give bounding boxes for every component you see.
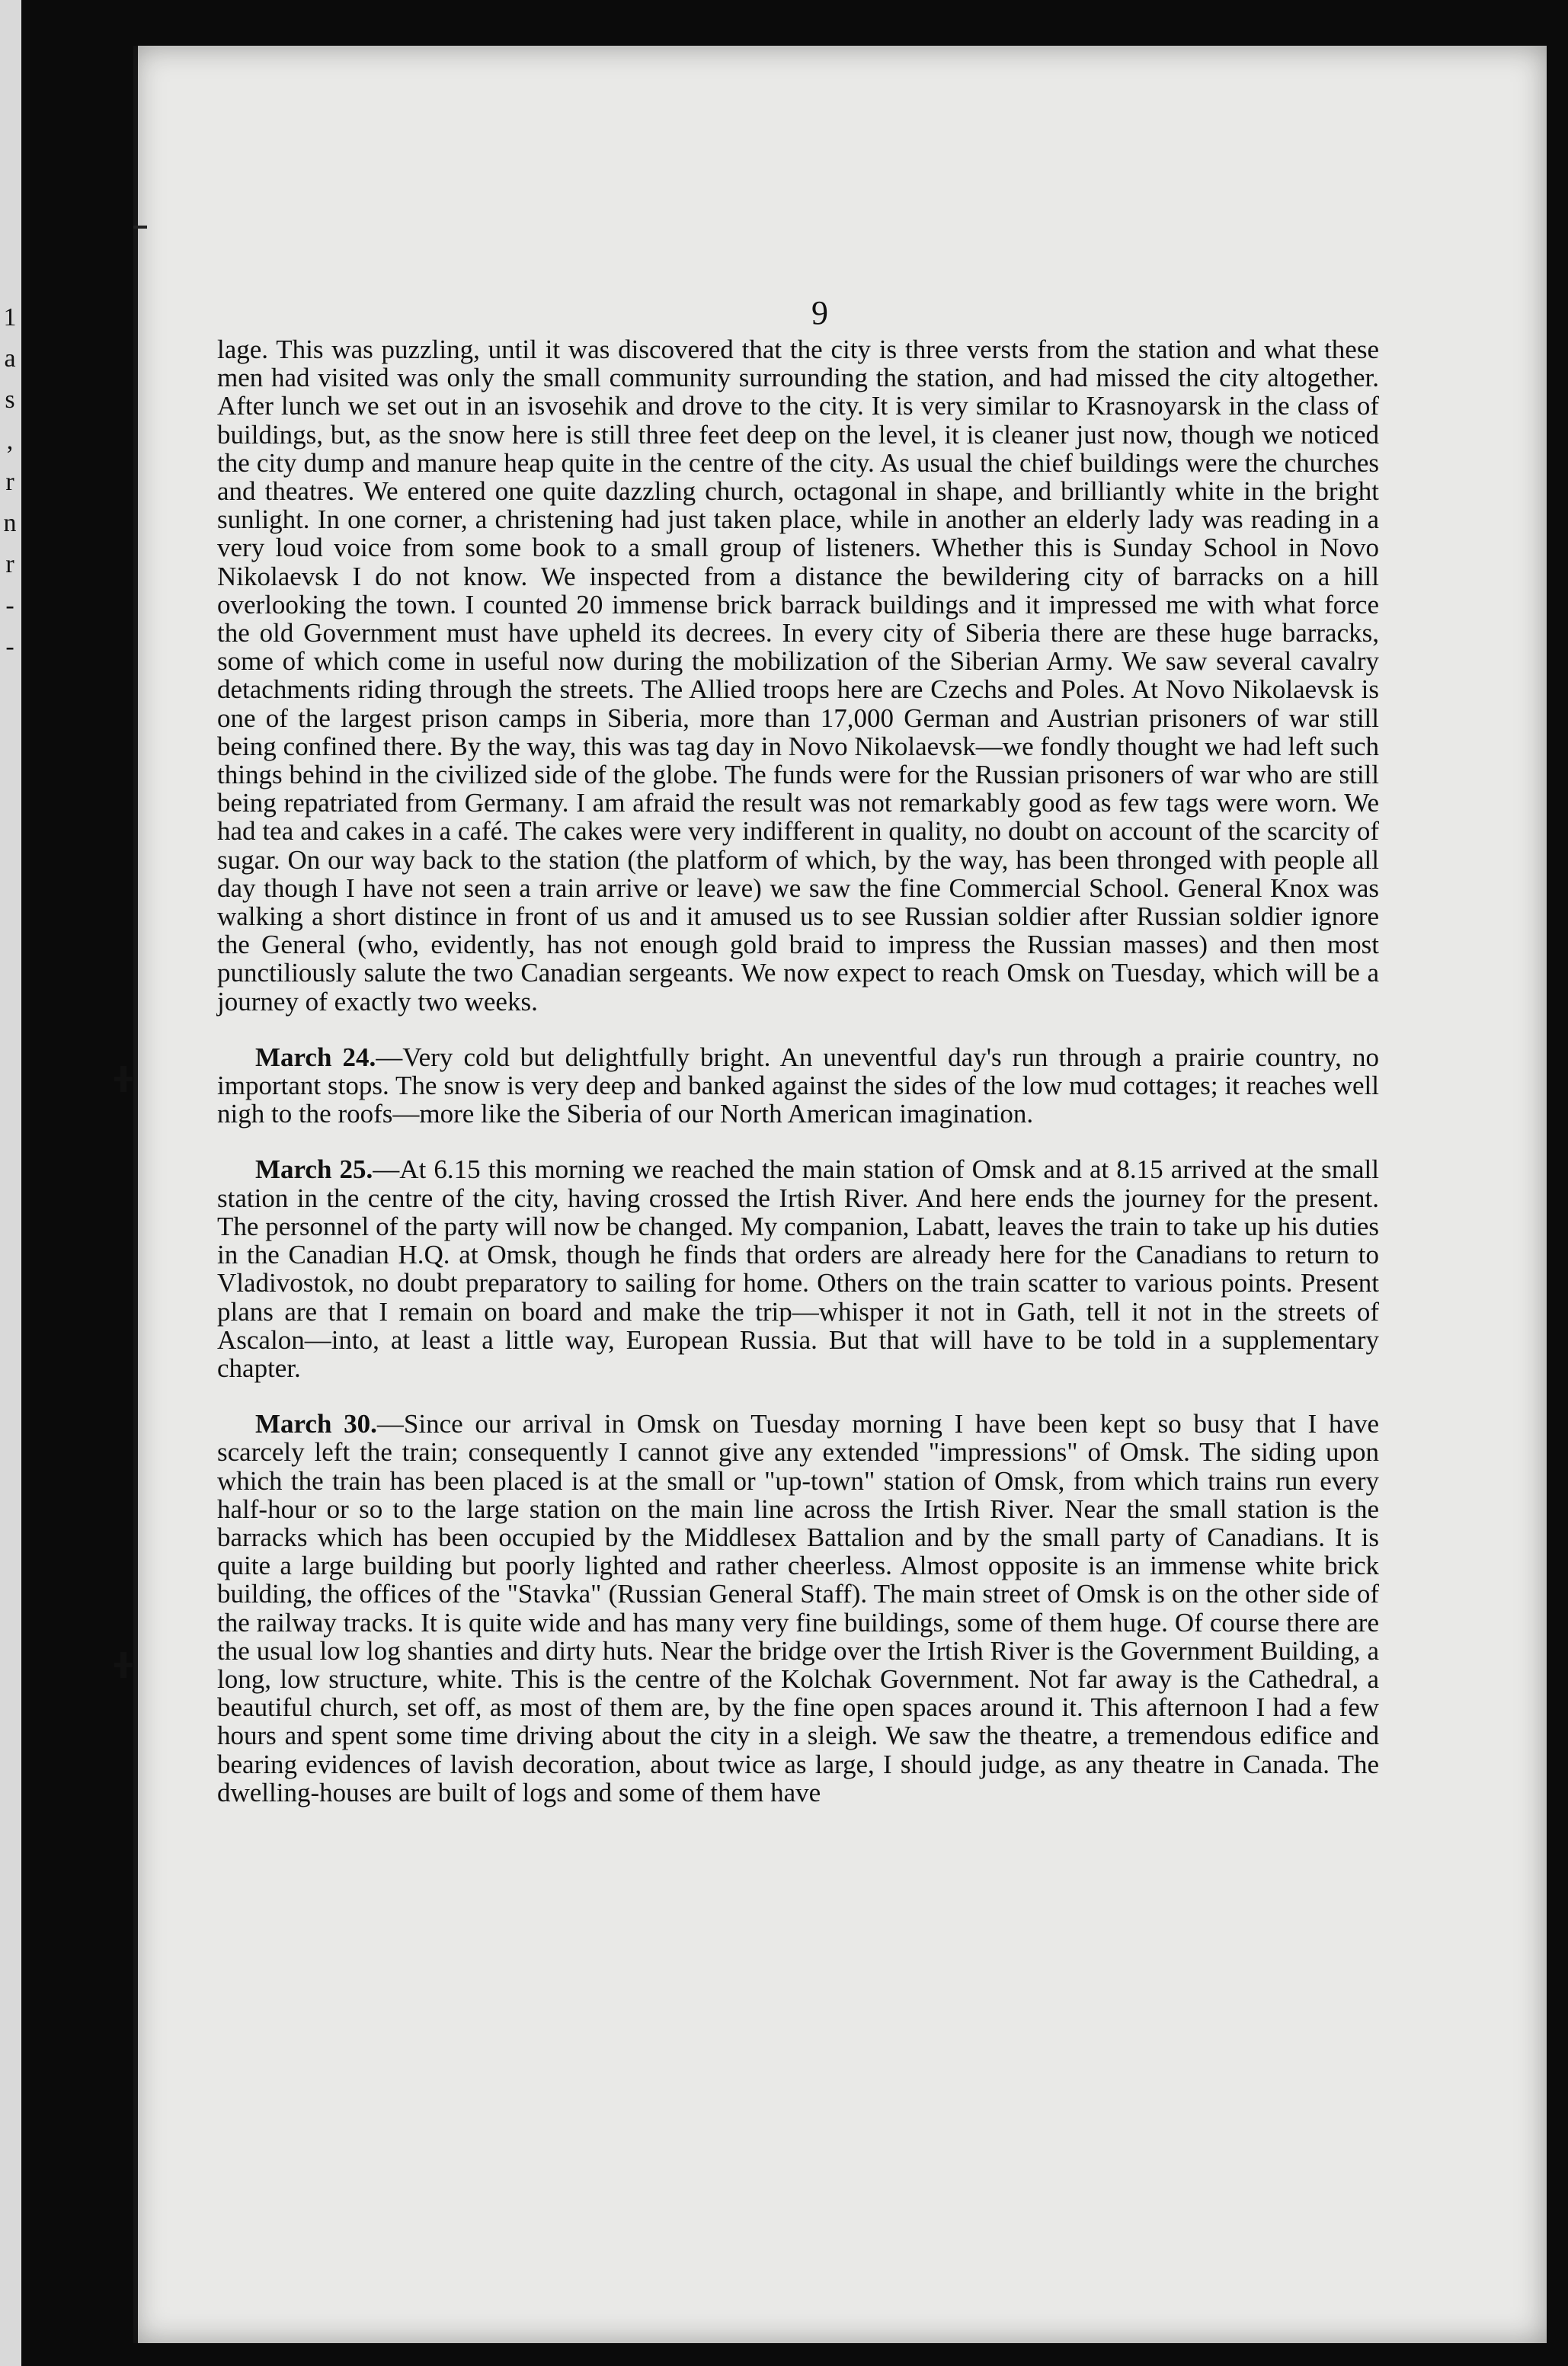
- entry-text: —Since our arrival in Omsk on Tuesday morning I have been kept so busy that I have scarcely left the train; consequently I cannot give any extended "impressions" of Omsk. The siding upon which the train has been placed is at the small or "up-town" station of Omsk, from which trains run every half-hour or so to the large station on the main line across the Irtish River. Near the small station is the barracks which has been occupied by the Middlesex Battalion and by the small party of Canadians. It is quite a large building but poorly lighted and rather cheerless. Almost opposite is an immense white brick building, the offices of the "Stavka" (Russian General Staff). The main street of Omsk is on the other side of the railway tracks. It is quite wide and has many very fine buildings, some of them huge. Of course there are the usual low log shanties and dirty huts. Near the bridge over the Irtish River is the Government Building, a long, low structure, white. This is the centre of the Kolchak Government. Not far away is the Cathedral, a beautiful church, set off, as most of them are, by the fine open spaces around it. This afternoon I had a few hours and spent some time driving about the city in a sleigh. We saw the theatre, a tremendous edifice and bearing evidences of lavish decoration, about twice as large, I should judge, as any theatre in Canada. The dwelling-houses are built of logs and some of them have: [217, 1409, 1379, 1807]
- page-number: 9: [811, 294, 828, 331]
- edge-letter: a: [4, 344, 16, 373]
- page-text: [217, 335, 1379, 1807]
- binding-mark: [114, 1077, 133, 1081]
- binding-mark: [114, 1663, 133, 1667]
- entry-text: —At 6.15 this morning we reached the main station of Omsk and at 8.15 arrived at the small station in the centre of the city, having crossed the Irtish River. And here ends the journey for the present. The personnel of the party will now be changed. My companion, Labatt, leaves the train to take up his duties in the Canadian H.Q. at Omsk, though he finds that orders are already here for the Canadians to return to Vladivostok, no doubt preparatory to sailing for home. Others on the train scatter to various points. Present plans are that I remain on board and make the trip—whisper it not in Gath, tell it not in the streets of Ascalon—into, at least a little way, European Russia. But that will have to be told in a supplementary chapter.: [217, 1154, 1379, 1383]
- entry-date: March 25.: [255, 1154, 373, 1185]
- diary-entry: [217, 1043, 1379, 1129]
- edge-letter: r: [5, 550, 14, 578]
- edge-letter: r: [5, 468, 14, 496]
- adjacent-page-letters: [0, 297, 20, 668]
- diary-entry: [217, 1410, 1379, 1807]
- paragraph-text: lage. This was puzzling, until it was discovered that the city is three versts from the station and what these men had visited was only the small community surrounding the station, and had missed the city altogether. After lunch we set out in an isvosehik and drove to the city. It is very similar to Krasnoyarsk in the class of buildings, but, as the snow here is still three feet deep on the level, it is cleaner just now, though we noticed the city dump and manure heap quite in the centre of the city. As usual the chief buildings were the churches and theatres. We entered one quite dazzling church, octagonal in shape, and brilliantly white in the bright sunlight. In one corner, a christening had just taken place, while in another an elderly lady was reading in a very loud voice from some book to a small group of listeners. Whether this is Sunday School in Novo Nikolaevsk I do not know. We inspected from a distance the bewildering city of barracks on a hill overlooking the town. I counted 20 immense brick barrack buildings and it impressed me with what force the old Government must have upheld its decrees. In every city of Siberia there are these huge barracks, some of which come in useful now during the mobilization of the Siberian Army. We saw several cavalry detachments riding through the streets. The Allied troops here are Czechs and Poles. At Novo Nikolaevsk is one of the largest prison camps in Siberia, more than 17,000 German and Austrian prisoners of war still being confined there. By the way, this was tag day in Novo Nikolaevsk—we fondly thought we had left such things behind in the civilized side of the globe. The funds were for the Russian prisoners of war who are still being repatriated from Germany. I am afraid the result was not remarkably good as few tags were worn. We had tea and cakes in a café. The cakes were very indifferent in quality, no doubt on account of the scarcity of sugar. On our way back to the station (the platform of which, by the way, has been thronged with people all day though I have not seen a train arrive or leave) we saw the fine Commercial School. General Knox was walking a short distince in front of us and it amused us to see Russian soldier after Russian soldier ignore the General (who, evidently, has not enough gold braid to impress the Russian masses) and then most punctiliously salute the two Canadian sergeants. We now expect to reach Omsk on Tuesday, which will be a journey of exactly two weeks.: [217, 335, 1379, 1017]
- edge-letter: -: [5, 632, 14, 661]
- entry-text: —Very cold but delightfully bright. An uneventful day's run through a prairie country, no important stops. The snow is very deep and banked against the sides of the low mud cottages; it reaches well nigh to the roofs—more like the Siberia of our North American imagination.: [217, 1042, 1379, 1129]
- adjacent-page-edge: [0, 0, 21, 2366]
- edge-letter: n: [3, 509, 17, 537]
- binding-mark: [133, 226, 147, 229]
- edge-letter: -: [5, 591, 14, 620]
- entry-date: March 24.: [255, 1042, 376, 1072]
- diary-entry: [217, 1155, 1379, 1382]
- edge-letter: 1: [3, 303, 17, 331]
- edge-letter: s: [5, 386, 15, 414]
- entry-date: March 30.: [255, 1409, 377, 1439]
- edge-letter: ,: [6, 427, 14, 455]
- paragraph: [217, 335, 1379, 1016]
